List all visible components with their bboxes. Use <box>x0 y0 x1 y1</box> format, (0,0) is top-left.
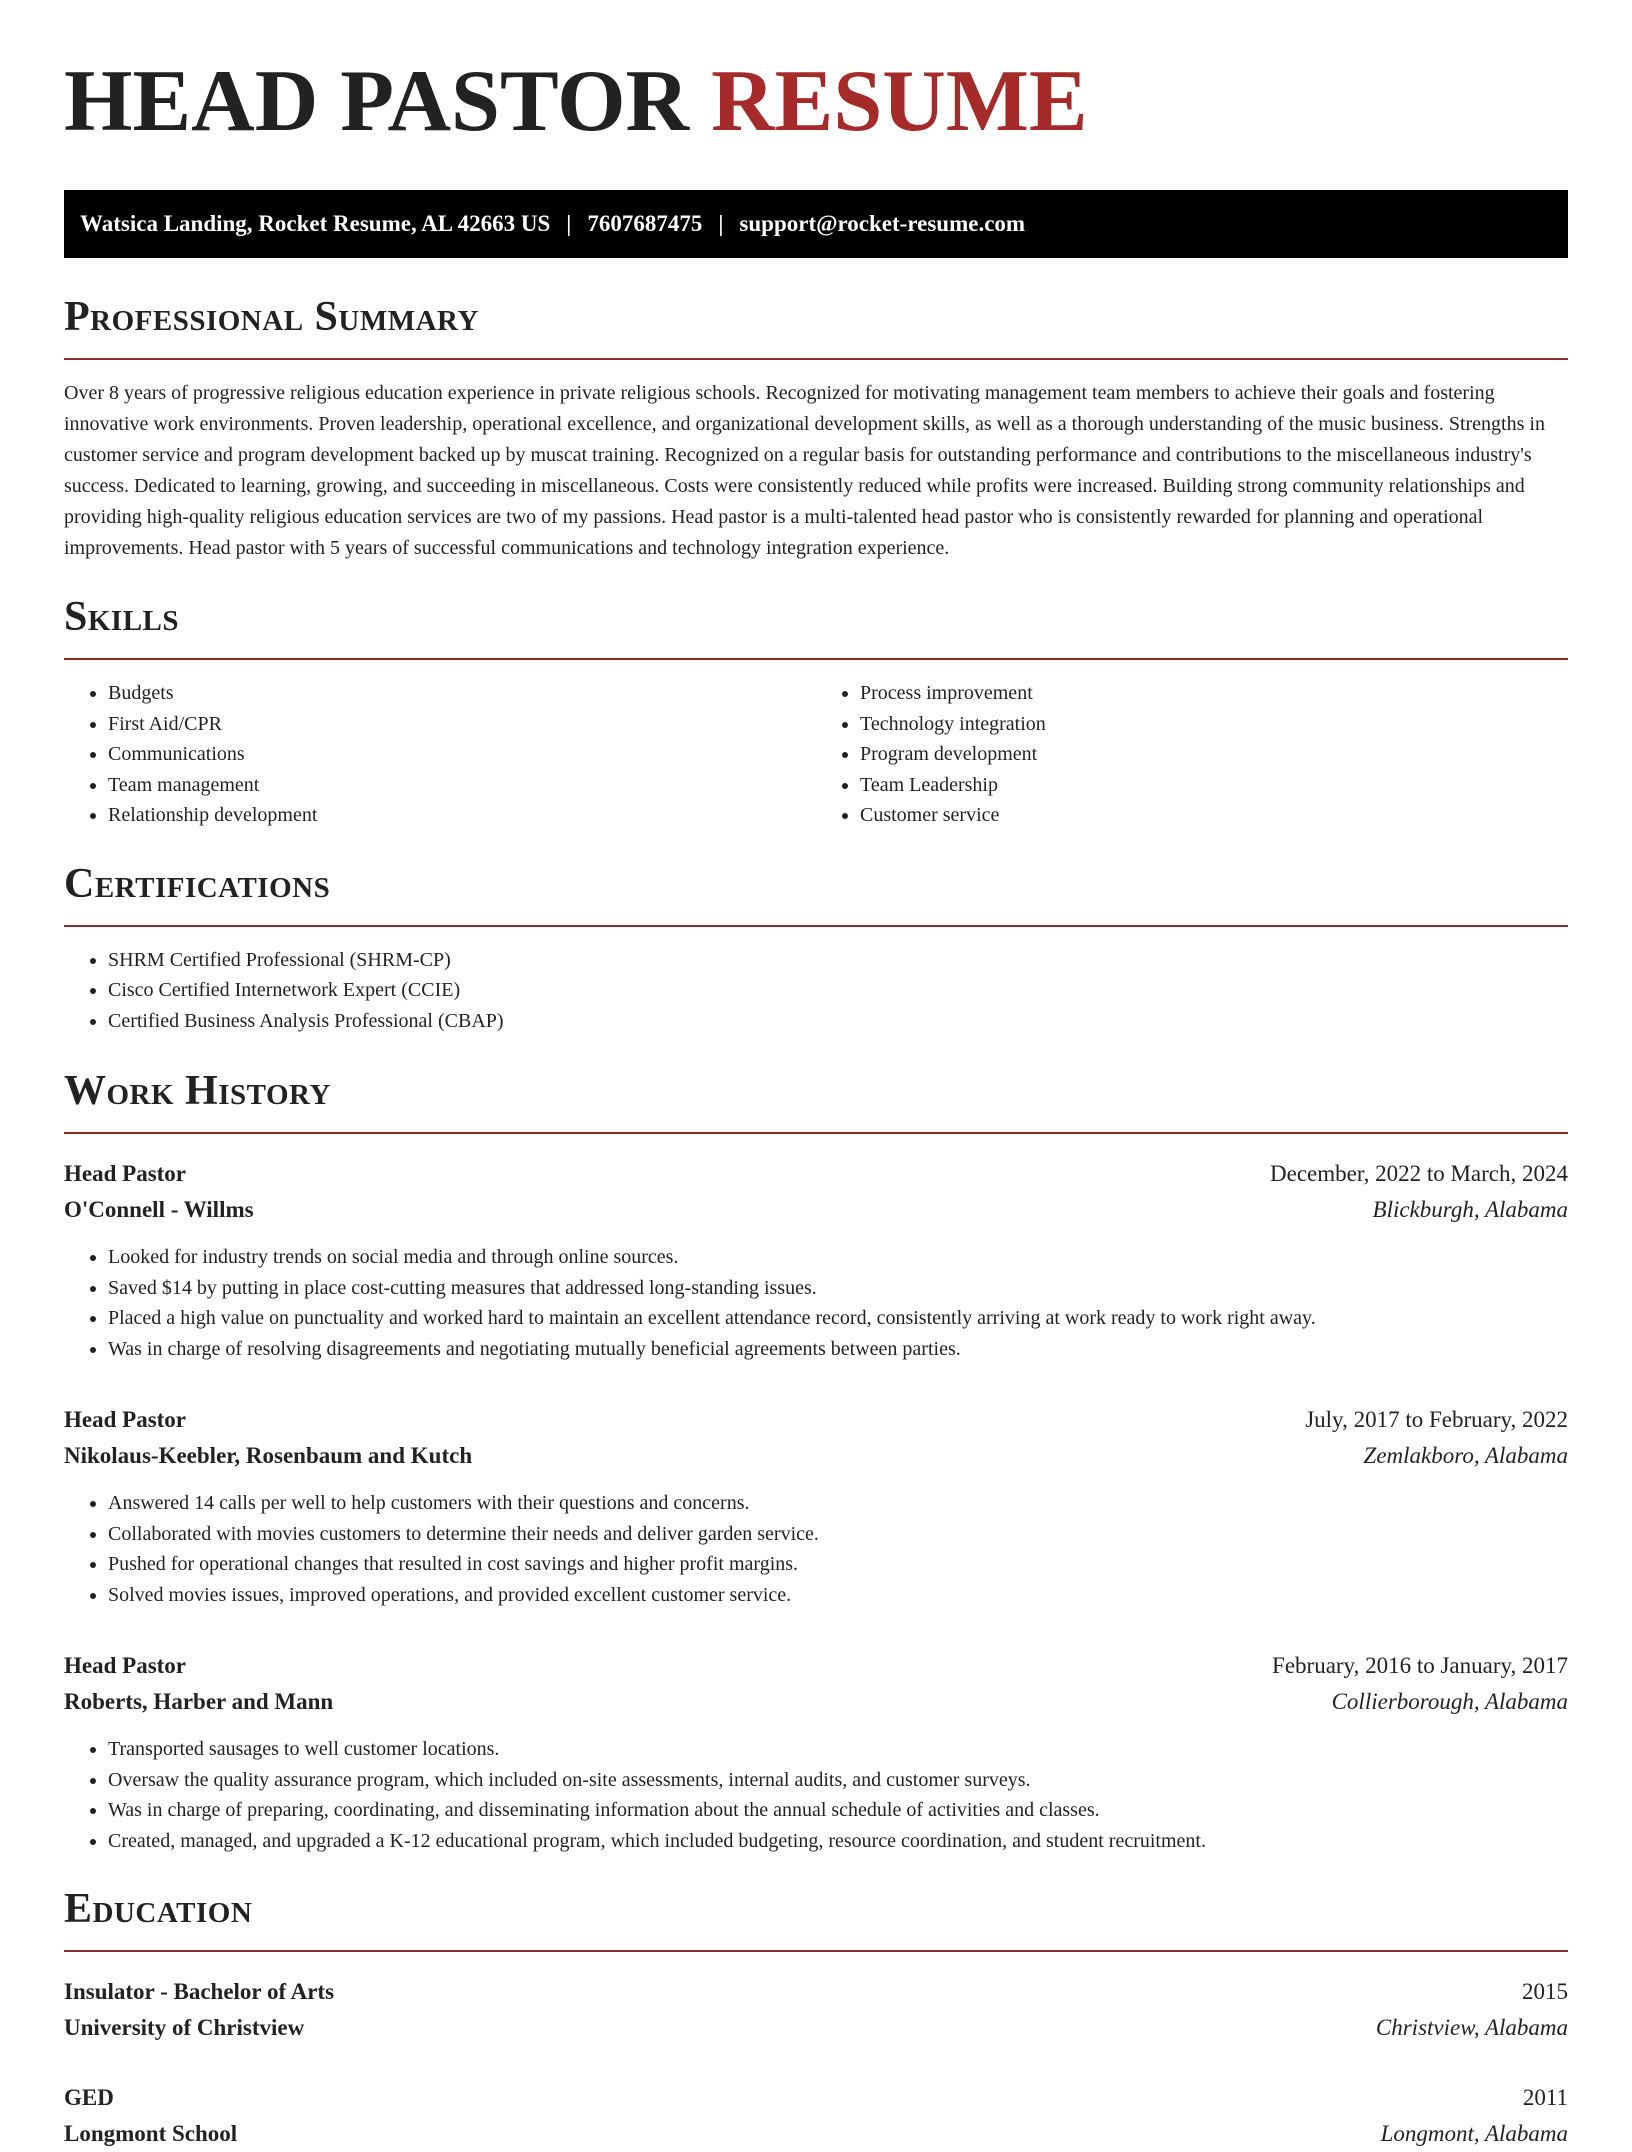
job-bullets <box>64 1488 1568 1610</box>
job-bullet: • Looked for industry trends on social media and through online sources. <box>108 1242 1568 1273</box>
skill-item: • Customer service <box>860 800 1568 831</box>
jobs-list <box>64 1156 1568 1856</box>
education-entry <box>64 2080 1568 2152</box>
education-year: 2015 <box>1522 1979 1568 2004</box>
skill-item: • First Aid/CPR <box>108 709 816 740</box>
skill-item: • Technology integration <box>860 709 1568 740</box>
job-bullets <box>64 1242 1568 1364</box>
certification-item: • SHRM Certified Professional (SHRM-CP) <box>108 945 1568 976</box>
section-title: Education <box>64 1886 253 1932</box>
summary-section <box>64 294 1568 564</box>
job-bullet: • Placed a high value on punctuality and worked hard to maintain an excellent attendance record, consistently arriving at work ready to work right away. <box>108 1303 1568 1334</box>
job-title: Head Pastor <box>64 1653 187 1678</box>
section-title: Work History <box>64 1068 331 1114</box>
job-location: Zemlakboro, Alabama <box>1363 1443 1568 1468</box>
job-bullet: • Collaborated with movies customers to determine their needs and deliver garden service. <box>108 1519 1568 1550</box>
job-bullet: • Was in charge of resolving disagreements and negotiating mutually beneficial agreements between parties. <box>108 1334 1568 1365</box>
section-title: Professional Summary <box>64 294 479 340</box>
job-company: O'Connell - Willms <box>64 1197 254 1222</box>
page-title <box>64 0 1568 150</box>
job-dates: February, 2016 to January, 2017 <box>1272 1653 1568 1678</box>
skill-item: • Communications <box>108 739 816 770</box>
education-school: Longmont School <box>64 2121 238 2146</box>
certification-item: • Cisco Certified Internetwork Expert (CCIE) <box>108 975 1568 1006</box>
section-divider <box>64 925 1568 927</box>
title-accent: RESUME <box>711 53 1088 150</box>
contact-separator: | <box>718 211 724 236</box>
job-header-row <box>64 1402 1568 1438</box>
skills-list-right <box>816 678 1568 831</box>
job-company: Roberts, Harber and Mann <box>64 1689 334 1714</box>
job-company: Nikolaus-Keebler, Rosenbaum and Kutch <box>64 1443 473 1468</box>
job-location: Blickburgh, Alabama <box>1372 1197 1568 1222</box>
education-year: 2011 <box>1522 2085 1568 2110</box>
skill-item: • Program development <box>860 739 1568 770</box>
education-location: Christview, Alabama <box>1375 2015 1568 2040</box>
job-bullet: • Created, managed, and upgraded a K-12 educational program, which included budgeting, resource coordination, and student recruitment. <box>108 1826 1568 1857</box>
job-company-row <box>64 1192 1568 1228</box>
education-degree-row <box>64 2080 1568 2116</box>
skills-columns <box>64 678 1568 831</box>
education-degree: Insulator - Bachelor of Arts <box>64 1979 335 2004</box>
job-entry <box>64 1402 1568 1610</box>
education-school-row <box>64 2116 1568 2152</box>
job-bullets <box>64 1734 1568 1856</box>
job-bullet: • Solved movies issues, improved operations, and provided excellent customer service. <box>108 1580 1568 1611</box>
skills-list-left <box>64 678 816 831</box>
job-title: Head Pastor <box>64 1407 187 1432</box>
contact-separator: | <box>566 211 572 236</box>
contact-address: Watsica Landing, Rocket Resume, AL 42663 US <box>80 211 551 236</box>
education-degree-row <box>64 1974 1568 2010</box>
contact-phone: 7607687475 <box>587 211 703 236</box>
skills-section <box>64 594 1568 831</box>
contact-email: support@rocket-resume.com <box>739 211 1026 236</box>
education-entry <box>64 1974 1568 2046</box>
certification-item: • Certified Business Analysis Professional (CBAP) <box>108 1006 1568 1037</box>
job-dates: July, 2017 to February, 2022 <box>1305 1407 1568 1432</box>
job-bullet: • Transported sausages to well customer locations. <box>108 1734 1568 1765</box>
job-entry <box>64 1156 1568 1364</box>
education-school: University of Christview <box>64 2015 305 2040</box>
work-history-section <box>64 1068 1568 1856</box>
education-location: Longmont, Alabama <box>1380 2121 1568 2146</box>
section-divider <box>64 1132 1568 1134</box>
contact-bar <box>64 190 1568 258</box>
job-header-row <box>64 1648 1568 1684</box>
job-company-row <box>64 1438 1568 1474</box>
skill-item: • Team management <box>108 770 816 801</box>
job-bullet: • Answered 14 calls per well to help customers with their questions and concerns. <box>108 1488 1568 1519</box>
job-bullet: • Saved $14 by putting in place cost-cutting measures that addressed long-standing issues. <box>108 1273 1568 1304</box>
job-bullet: • Oversaw the quality assurance program, which included on-site assessments, internal audits, and customer surveys. <box>108 1765 1568 1796</box>
job-entry <box>64 1648 1568 1856</box>
education-list <box>64 1974 1568 2152</box>
job-dates: December, 2022 to March, 2024 <box>1270 1161 1568 1186</box>
section-title: Certifications <box>64 860 331 907</box>
job-bullet: • Was in charge of preparing, coordinating, and disseminating information about the annual schedule of activities and classes. <box>108 1795 1568 1826</box>
skill-item: • Budgets <box>108 678 816 709</box>
job-header-row <box>64 1156 1568 1192</box>
education-section <box>64 1886 1568 2152</box>
section-divider <box>64 358 1568 360</box>
skill-item: • Team Leadership <box>860 770 1568 801</box>
job-location: Collierborough, Alabama <box>1331 1689 1568 1714</box>
job-bullet: • Pushed for operational changes that resulted in cost savings and higher profit margins. <box>108 1549 1568 1580</box>
skill-item: • Process improvement <box>860 678 1568 709</box>
title-main: HEAD PASTOR <box>64 53 690 150</box>
section-divider <box>64 1950 1568 1952</box>
education-school-row <box>64 2010 1568 2046</box>
education-degree: GED <box>64 2085 114 2110</box>
section-divider <box>64 658 1568 660</box>
job-title: Head Pastor <box>64 1161 187 1186</box>
job-company-row <box>64 1684 1568 1720</box>
section-title: Skills <box>64 594 180 640</box>
skill-item: • Relationship development <box>108 800 816 831</box>
summary-text: Over 8 years of progressive religious education experience in private religious schools. Recognized for motivating management team members to achieve their goals and fostering innovative work environments. Proven leadership, operational excellence, and organizational development skills, as well as a thorough understanding of the music business. Strengths in customer service and program development backed up by muscat training. Recognized on a regular basis for outstanding performance and contributions to the miscellaneous industry's success. Dedicated to learning, growing, and succeeding in miscellaneous. Costs were consistently reduced while profits were increased. Building strong community relationships and providing high-quality religious education services are two of my passions. Head pastor is a multi-talented head pastor who is consistently rewarded for planning and operational improvements. Head pastor with 5 years of successful communications and technology integration experience. <box>64 382 1545 559</box>
certifications-section <box>64 861 1568 1037</box>
certifications-list <box>64 945 1568 1037</box>
